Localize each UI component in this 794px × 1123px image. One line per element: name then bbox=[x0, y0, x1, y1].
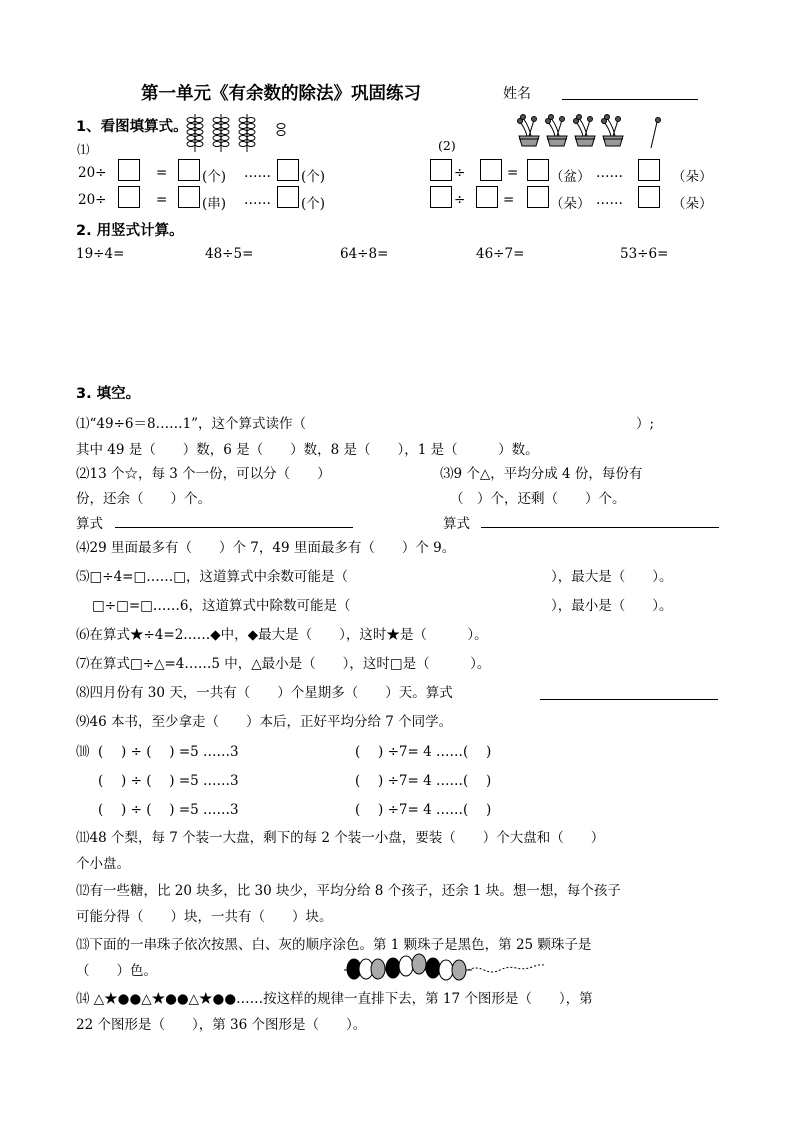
question-1-line-1: ⑴“49÷6＝8……1”，这个算式读作（ bbox=[76, 416, 307, 432]
bead-gray bbox=[371, 959, 385, 979]
question-5-line-2: □÷□=□……6，这道算式中除数可能是（ bbox=[92, 598, 351, 614]
remainder-dots: …… bbox=[244, 165, 271, 181]
answer-box[interactable] bbox=[527, 159, 549, 181]
equals-sign: = bbox=[156, 165, 168, 181]
flower-pot-icon bbox=[574, 115, 596, 147]
formula-answer-line[interactable] bbox=[115, 527, 353, 528]
answer-box[interactable] bbox=[638, 186, 660, 208]
equals-sign: = bbox=[156, 192, 168, 208]
remainder-dots: …… bbox=[596, 165, 623, 181]
unit-ge: (个) bbox=[202, 169, 227, 185]
unit-chuan: (串) bbox=[202, 196, 227, 212]
section-3-heading: 3. 填空。 bbox=[76, 386, 141, 402]
answer-box[interactable] bbox=[178, 159, 200, 181]
unit-pen: （盆） bbox=[550, 169, 591, 185]
vertical-calc-problem: 53÷6= bbox=[620, 246, 669, 262]
question-2-line-1: ⑵13 个☆，每 3 个一份，可以分（ ） bbox=[76, 466, 331, 482]
answer-box[interactable] bbox=[118, 159, 140, 181]
answer-box[interactable] bbox=[430, 159, 452, 181]
bead-white bbox=[439, 960, 453, 980]
question-5-line-1: ⑸□÷4=□……□，这道算式中余数可能是（ bbox=[76, 569, 348, 585]
question-10-left-row: ( ) ÷ ( ) =5 ……3 bbox=[98, 744, 239, 760]
answer-box[interactable] bbox=[527, 186, 549, 208]
unit-ge: (个) bbox=[301, 169, 326, 185]
question-8: ⑻四月份有 30 天，一共有（ ）个星期多（ ）天。算式 bbox=[76, 685, 453, 701]
vertical-calc-problem: 48÷5= bbox=[205, 246, 254, 262]
grape-bunch-icon bbox=[187, 114, 203, 152]
question-14-line-1: ⒁ △★●●△★●●△★●●……按这样的规律一直排下去，第 17 个图形是（ ），第 bbox=[76, 991, 593, 1007]
vertical-calc-problem: 46÷7= bbox=[476, 246, 525, 262]
flower-pots-illustration bbox=[517, 114, 667, 152]
answer-box[interactable] bbox=[476, 186, 498, 208]
question-13-line-2: （ ）色。 bbox=[76, 963, 157, 979]
question-10-right-row: ( ) ÷7= 4 ……( ) bbox=[355, 802, 492, 818]
formula-label: 算式 bbox=[443, 516, 470, 532]
unit-duo: （朵） bbox=[672, 169, 713, 185]
formula-answer-line[interactable] bbox=[540, 699, 718, 700]
divide-sign: ÷ bbox=[454, 165, 466, 181]
question-1-line-2: 其中 49 是（ ）数，6 是（ ）数，8 是（ ），1 是（ ）数。 bbox=[76, 442, 539, 458]
question-7: ⑺在算式□÷△=4……5 中，△最小是（ ），这时□是（ ）。 bbox=[76, 656, 491, 672]
part-1-label: ⑴ bbox=[77, 142, 90, 157]
dividend-20: 20÷ bbox=[78, 192, 107, 208]
name-field[interactable] bbox=[562, 99, 698, 100]
grape-bunch-icon bbox=[239, 114, 255, 152]
beads-illustration bbox=[342, 950, 547, 984]
grapes-illustration bbox=[183, 112, 293, 156]
formula-answer-line[interactable] bbox=[481, 527, 719, 528]
question-4: ⑷29 里面最多有（ ）个 7，49 里面最多有（ ）个 9。 bbox=[76, 540, 456, 556]
question-12-line-1: ⑿有一些糖，比 20 块多，比 30 块少，平均分给 8 个孩子，还余 1 块。想一想，每个孩子 bbox=[76, 883, 621, 899]
answer-box[interactable] bbox=[178, 186, 200, 208]
section-2-heading: 2. 用竖式计算。 bbox=[76, 223, 184, 239]
vertical-calc-problem: 19÷4= bbox=[76, 246, 125, 262]
section-1-heading: 1、看图填算式。 bbox=[76, 119, 188, 135]
single-flower-icon bbox=[651, 118, 661, 149]
flower-pot-icon bbox=[518, 115, 540, 147]
question-14-line-2: 22 个图形是（ ），第 36 个图形是（ ）。 bbox=[76, 1017, 367, 1033]
vertical-calc-problem: 64÷8= bbox=[340, 246, 389, 262]
equals-sign: = bbox=[503, 192, 515, 208]
dividend-20: 20÷ bbox=[78, 165, 107, 181]
grape-bunch-icon bbox=[213, 114, 229, 152]
name-label: 姓名 bbox=[503, 86, 531, 102]
bead-white bbox=[399, 956, 413, 976]
bead-black bbox=[386, 958, 400, 978]
bead-gray bbox=[452, 960, 466, 980]
formula-label: 算式 bbox=[76, 516, 103, 532]
answer-box[interactable] bbox=[480, 159, 502, 181]
question-1-line-1-end: ）; bbox=[636, 416, 655, 432]
question-9: ⑼46 本书，至少拿走（ ）本后，正好平均分给 7 个同学。 bbox=[76, 714, 453, 730]
question-10-left-row: ( ) ÷ ( ) =5 ……3 bbox=[98, 773, 239, 789]
flower-pot-icon bbox=[546, 115, 568, 147]
question-3-line-1: ⑶9 个△，平均分成 4 份，每份有 bbox=[440, 466, 643, 482]
question-13-line-1: ⒀下面的一串珠子依次按黑、白、灰的顺序涂色。第 1 颗珠子是黑色，第 25 颗珠子是 bbox=[76, 937, 592, 953]
question-6: ⑹在算式★÷4=2……◆中，◆最大是（ ），这时★是（ ）。 bbox=[76, 627, 488, 643]
question-11-line-1: ⑾48 个梨，每 7 个装一大盘，剩下的每 2 个装一小盘，要装（ ）个大盘和（ ） bbox=[76, 830, 605, 846]
unit-duo: （朵） bbox=[672, 196, 713, 212]
question-10-right-row: ( ) ÷7= 4 ……( ) bbox=[355, 744, 492, 760]
question-10-label: ⑽ bbox=[76, 744, 90, 760]
answer-box[interactable] bbox=[277, 186, 299, 208]
part-2-label: (2) bbox=[438, 138, 456, 153]
page-title: 第一单元《有余数的除法》巩固练习 bbox=[141, 84, 421, 104]
remainder-dots: …… bbox=[596, 192, 623, 208]
answer-box[interactable] bbox=[118, 186, 140, 208]
equals-sign: = bbox=[507, 165, 519, 181]
question-5-line-2-end: ），最小是（ ）。 bbox=[551, 598, 673, 614]
single-grapes-icon bbox=[277, 124, 285, 136]
unit-duo: （朵） bbox=[550, 196, 591, 212]
question-11-line-2: 个小盘。 bbox=[76, 856, 130, 872]
remainder-dots: …… bbox=[244, 192, 271, 208]
flower-pot-icon bbox=[602, 115, 624, 147]
divide-sign: ÷ bbox=[454, 192, 466, 208]
answer-box[interactable] bbox=[430, 186, 452, 208]
question-12-line-2: 可能分得（ ）块，一共有（ ）块。 bbox=[76, 909, 333, 925]
question-10-left-row: ( ) ÷ ( ) =5 ……3 bbox=[98, 802, 239, 818]
question-10-right-row: ( ) ÷7= 4 ……( ) bbox=[355, 773, 492, 789]
question-3-line-2: （ ）个，还剩（ ）个。 bbox=[450, 491, 626, 507]
question-2-line-2: 份，还余（ ）个。 bbox=[76, 491, 211, 507]
answer-box[interactable] bbox=[277, 159, 299, 181]
unit-ge: (个) bbox=[301, 196, 326, 212]
question-5-line-1-end: ），最大是（ ）。 bbox=[551, 569, 673, 585]
answer-box[interactable] bbox=[638, 159, 660, 181]
bead-gray bbox=[412, 954, 426, 974]
bead-black bbox=[426, 958, 440, 978]
